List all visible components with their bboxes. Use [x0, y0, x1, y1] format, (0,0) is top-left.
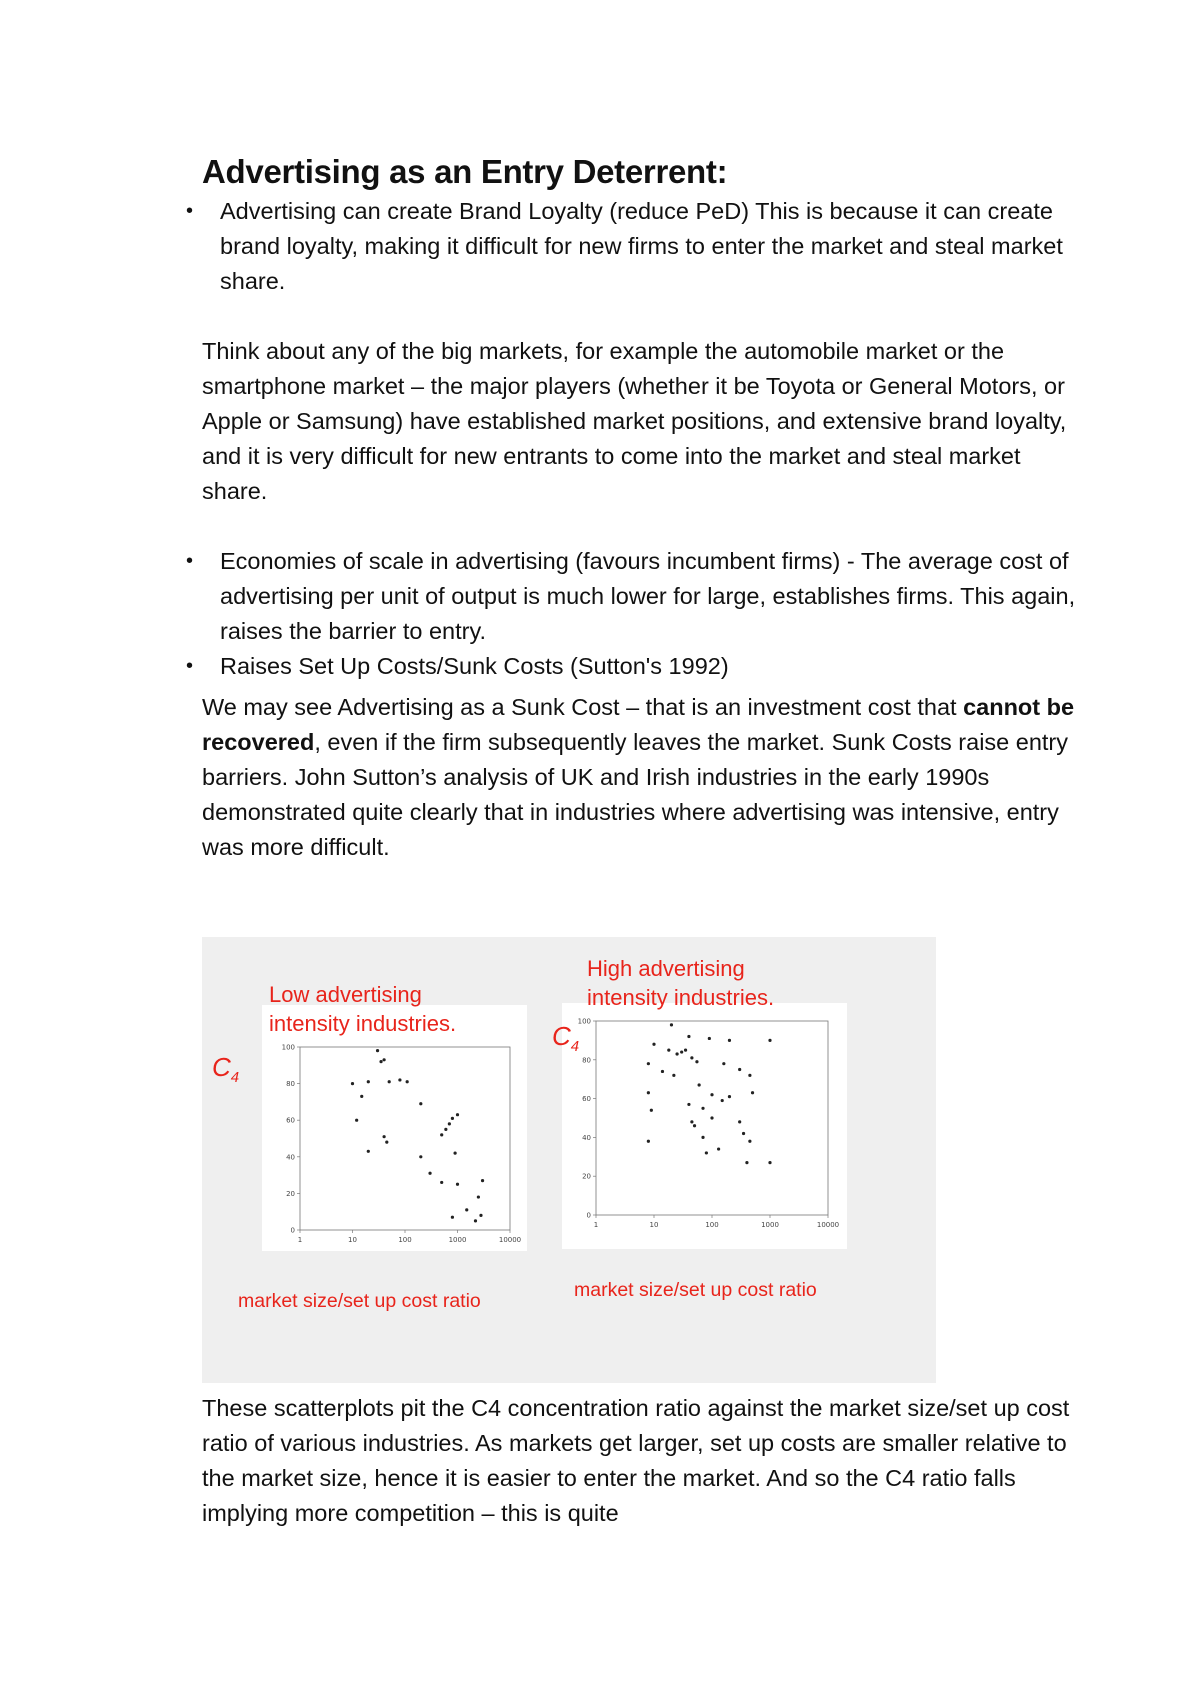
data-point: [693, 1124, 696, 1127]
data-point: [647, 1140, 650, 1143]
data-point: [667, 1049, 670, 1052]
c4-right-main: C: [552, 1021, 571, 1051]
y-tick-label: 100: [281, 1043, 295, 1052]
data-point: [419, 1102, 422, 1105]
x-tick-label: 1000: [761, 1221, 779, 1229]
data-point: [481, 1179, 484, 1182]
data-point: [661, 1070, 664, 1073]
data-point: [728, 1039, 731, 1042]
scatter-chart-high: [562, 1003, 847, 1249]
y-tick-label: 80: [286, 1080, 295, 1089]
y-tick-label: 20: [582, 1172, 591, 1181]
data-point: [675, 1052, 678, 1055]
scatter-panel-low: [262, 1005, 527, 1251]
data-point: [419, 1155, 422, 1158]
data-point: [701, 1107, 704, 1110]
paragraph-sunk-costs: [202, 690, 1082, 865]
label-high-line2: intensity industries.: [587, 985, 775, 1010]
data-point: [383, 1058, 386, 1061]
bullet-text: Raises Set Up Costs/Sunk Costs (Sutton's 1992): [220, 653, 729, 679]
data-point: [451, 1216, 454, 1219]
data-point: [684, 1049, 687, 1052]
data-point: [768, 1039, 771, 1042]
label-high-line1: High advertising: [587, 956, 745, 981]
data-point: [477, 1195, 480, 1198]
bullet-icon: •: [186, 655, 194, 677]
data-point: [360, 1095, 363, 1098]
data-point: [398, 1078, 401, 1081]
c4-left-sub: 4: [230, 1069, 240, 1087]
bullet-text: Economies of scale in advertising (favours incumbent firms) - The average cost of advertising per unit of output is much lower for large, establishes firms. This again, raises the barrier to entry.: [220, 548, 1076, 644]
data-point: [647, 1062, 650, 1065]
data-point: [710, 1116, 713, 1119]
document-body: [186, 150, 1082, 865]
plot-frame: [300, 1047, 510, 1230]
y-tick-label: 80: [582, 1056, 591, 1065]
data-point: [698, 1083, 701, 1086]
xlabel-right: market size/set up cost ratio: [574, 1279, 817, 1301]
x-tick-label: 1: [297, 1236, 303, 1244]
data-point: [428, 1172, 431, 1175]
y-tick-label: 0: [586, 1211, 591, 1220]
data-point: [738, 1120, 741, 1123]
y-tick-label: 60: [286, 1116, 295, 1125]
scatter-chart-low: [262, 1005, 527, 1251]
x-tick-label: 100: [705, 1221, 719, 1229]
label-low-advertising: [269, 980, 456, 1038]
data-point: [376, 1049, 379, 1052]
bullet-icon: •: [186, 550, 194, 572]
data-point: [687, 1035, 690, 1038]
bullet-item: [186, 194, 1082, 299]
document-body-continued: [202, 1391, 1082, 1531]
data-point: [748, 1074, 751, 1077]
data-point: [721, 1099, 724, 1102]
x-tick-label: 10000: [816, 1221, 840, 1229]
bullet-icon: •: [186, 200, 194, 222]
data-point: [453, 1152, 456, 1155]
label-high-advertising: [587, 954, 774, 1012]
scatter-panel-high: [562, 1003, 847, 1249]
spacer: [202, 509, 1082, 544]
data-point: [440, 1133, 443, 1136]
data-point: [701, 1136, 704, 1139]
data-point: [440, 1181, 443, 1184]
bullet-text: Advertising can create Brand Loyalty (reduce PeD) This is because it can create brand loyalty, making it difficult for new firms to enter the market and steal market share.: [220, 198, 1063, 294]
data-point: [742, 1132, 745, 1135]
data-point: [652, 1043, 655, 1046]
label-low-line2: intensity industries.: [269, 1011, 457, 1036]
sunk-costs-text-end: , even if the firm subsequently leaves the market. Sunk Costs raise entry barriers. John Sutton’s analysis of UK and Irish industries in the early 1990s demonstrated quite clearly that in industries where advertising was intensive, entry was more difficult.: [202, 729, 1069, 860]
xlabel-left: market size/set up cost ratio: [238, 1290, 481, 1312]
sunk-costs-text-start: We may see Advertising as a Sunk Cost – that is an investment cost that: [202, 694, 964, 720]
x-tick-label: 100: [398, 1236, 412, 1244]
c4-left-main: C: [212, 1052, 231, 1082]
y-tick-label: 40: [582, 1133, 591, 1142]
data-point: [748, 1140, 751, 1143]
y-tick-label: 100: [577, 1017, 591, 1026]
sunk-costs-emphasis: cannot be recovered: [202, 694, 1075, 755]
data-point: [406, 1080, 409, 1083]
data-point: [722, 1062, 725, 1065]
data-point: [738, 1068, 741, 1071]
data-point: [650, 1109, 653, 1112]
page-title: Advertising as an Entry Deterrent:: [202, 153, 728, 190]
data-point: [465, 1208, 468, 1211]
data-point: [355, 1119, 358, 1122]
y-tick-label: 0: [290, 1226, 295, 1235]
data-point: [367, 1080, 370, 1083]
data-point: [456, 1183, 459, 1186]
data-point: [768, 1161, 771, 1164]
data-point: [670, 1023, 673, 1026]
y-tick-label: 20: [286, 1189, 295, 1198]
scatterplot-figure: [202, 937, 936, 1383]
data-point: [745, 1161, 748, 1164]
paragraph-scatterplots: These scatterplots pit the C4 concentration ratio against the market size/set up cost ratio of various industries. As markets get larger, set up costs are smaller relative to the market size, hence it is easier to enter the market. And so the C4 ratio falls implying more competition – this is quite: [202, 1395, 1070, 1526]
bullet-item: [186, 544, 1082, 649]
data-point: [680, 1050, 683, 1053]
x-tick-label: 10: [348, 1236, 357, 1244]
x-tick-label: 10: [649, 1221, 659, 1229]
data-point: [695, 1060, 698, 1063]
data-point: [448, 1122, 451, 1125]
data-point: [710, 1093, 713, 1096]
c4-right-sub: 4: [570, 1038, 580, 1056]
data-point: [717, 1147, 720, 1150]
data-point: [708, 1037, 711, 1040]
data-point: [385, 1141, 388, 1144]
spacer: [202, 299, 1082, 334]
data-point: [728, 1095, 731, 1098]
data-point: [383, 1135, 386, 1138]
data-point: [647, 1091, 650, 1094]
data-point: [474, 1219, 477, 1222]
data-point: [690, 1120, 693, 1123]
bullet-list-1: [186, 194, 1082, 299]
y-tick-label: 60: [582, 1095, 591, 1104]
data-point: [690, 1056, 693, 1059]
data-point: [456, 1113, 459, 1116]
data-point: [479, 1214, 482, 1217]
x-tick-label: 1000: [448, 1236, 467, 1244]
x-tick-label: 10000: [498, 1236, 522, 1244]
c4-axis-label-left: [212, 1052, 239, 1086]
data-point: [672, 1074, 675, 1077]
data-point: [351, 1082, 354, 1085]
label-low-line1: Low advertising: [269, 982, 422, 1007]
data-point: [367, 1150, 370, 1153]
c4-axis-label-right: [552, 1021, 579, 1055]
data-point: [751, 1091, 754, 1094]
x-tick-label: 1: [593, 1221, 599, 1229]
data-point: [687, 1103, 690, 1106]
data-point: [379, 1060, 382, 1063]
y-tick-label: 40: [286, 1153, 295, 1162]
data-point: [444, 1128, 447, 1131]
bullet-list-2: [186, 544, 1082, 684]
bullet-item: [186, 649, 1082, 684]
data-point: [705, 1151, 708, 1154]
data-point: [388, 1080, 391, 1083]
paragraph-big-markets: Think about any of the big markets, for example the automobile market or the smartphone market – the major players (whether it be Toyota or General Motors, or Apple or Samsung) have established market positions, and extensive brand loyalty, and it is very difficult for new entrants to come into the market and steal market share.: [202, 338, 1067, 504]
data-point: [451, 1117, 454, 1120]
